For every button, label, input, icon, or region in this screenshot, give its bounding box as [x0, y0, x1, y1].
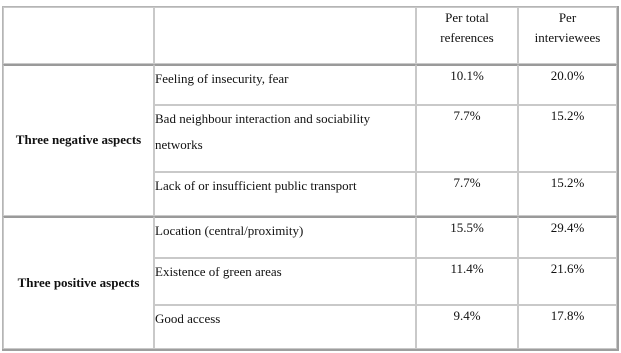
per-interviewees-cell: 15.2%: [518, 105, 617, 172]
group-label-negative: Three negative aspects: [3, 64, 154, 216]
per-interviewees-cell: 17.8%: [518, 305, 617, 349]
header-cell-aspect: [154, 7, 416, 64]
aspect-cell: Location (central/proximity): [154, 216, 416, 259]
aspect-cell: Feeling of insecurity, fear: [154, 64, 416, 105]
per-interviewees-cell: 20.0%: [518, 64, 617, 105]
aspect-cell: Existence of green areas: [154, 258, 416, 305]
per-total-cell: 11.4%: [416, 258, 518, 305]
per-total-cell: 15.5%: [416, 216, 518, 259]
table-row: [3, 64, 617, 105]
aspect-cell: Bad neighbour interaction and sociability networks: [154, 105, 416, 172]
per-interviewees-cell: 29.4%: [518, 216, 617, 259]
table-row: [3, 216, 617, 259]
per-total-cell: 9.4%: [416, 305, 518, 349]
header-per-total-label: Per total references: [440, 10, 494, 45]
aspect-cell: Lack of or insufficient public transport: [154, 172, 416, 216]
per-interviewees-cell: 21.6%: [518, 258, 617, 305]
group-label-positive: Three positive aspects: [3, 216, 154, 349]
data-table: [2, 6, 618, 350]
per-total-cell: 7.7%: [416, 172, 518, 216]
header-row: [3, 7, 617, 64]
header-cell-group: [3, 7, 154, 64]
header-cell-per-interviewees: [518, 7, 617, 64]
header-per-interviewees-label: Per interviewees: [534, 10, 601, 45]
per-interviewees-cell: 15.2%: [518, 172, 617, 216]
table-right-shadow: [617, 6, 619, 351]
header-cell-per-total: [416, 7, 518, 64]
table-bottom-shadow: [2, 349, 618, 351]
per-total-cell: 10.1%: [416, 64, 518, 105]
aspect-cell: Good access: [154, 305, 416, 349]
per-total-cell: 7.7%: [416, 105, 518, 172]
